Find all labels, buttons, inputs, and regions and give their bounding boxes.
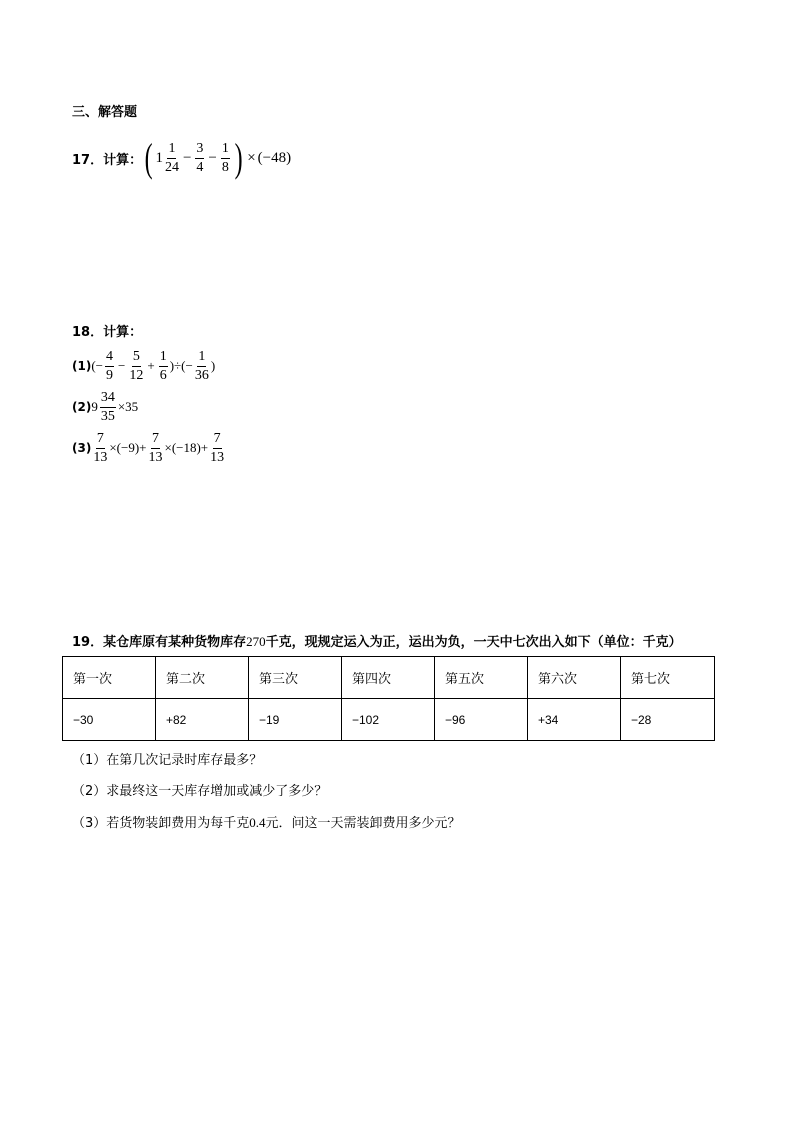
table-header-row bbox=[63, 657, 715, 699]
question-prompt: 计算： bbox=[103, 152, 143, 168]
part-label: (3) bbox=[72, 441, 92, 455]
question-17 bbox=[72, 136, 291, 180]
question-19: 19．某仓库原有某种货物库存270千克，现规定运入为正，运出为负，一天中七次出入如下（单位：千克） bbox=[72, 634, 682, 650]
table-cell: +82 bbox=[156, 699, 249, 741]
question-18 bbox=[72, 321, 142, 340]
part-label: (2) bbox=[72, 400, 92, 414]
expression: (− $\frac{4}{9}$ − $\frac{5}{12}$ + $\frac{1}{6}$ )÷(− $\frac{1}{36}$ ) bbox=[91, 348, 216, 383]
table-cell: 第三次 bbox=[249, 657, 342, 699]
fraction: $\frac{1}{24}$ bbox=[164, 140, 179, 175]
stock-value: 270 bbox=[246, 634, 266, 649]
table-cell: +34 bbox=[528, 699, 621, 741]
table-cell: −30 bbox=[63, 699, 156, 741]
q18-part-3 bbox=[72, 430, 226, 466]
expression: $\frac{7}{13}$ ×(−9)+ $\frac{7}{13}$ ×(−18)+ $\frac{7}{13}$ bbox=[93, 430, 225, 465]
question-number: 17． bbox=[72, 152, 104, 168]
q18-part-1 bbox=[72, 348, 215, 384]
table-cell: −102 bbox=[342, 699, 435, 741]
table-cell: −19 bbox=[249, 699, 342, 741]
q19-sub-3: （3）若货物装卸费用为每千克0.4元．问这一天需装卸费用多少元？ bbox=[72, 815, 461, 831]
question-prompt: 计算： bbox=[103, 325, 143, 340]
table-cell: −28 bbox=[621, 699, 715, 741]
table-cell: 第七次 bbox=[621, 657, 715, 699]
mixed-whole: 1 bbox=[155, 149, 163, 166]
question-number: 18． bbox=[72, 325, 104, 340]
fraction: $\frac{3}{4}$ bbox=[196, 140, 204, 175]
expression: 9 $\frac{34}{35}$ ×35 bbox=[91, 389, 139, 424]
part-label: (1) bbox=[72, 359, 92, 373]
q19-sub-1: （1）在第几次记录时库存最多？ bbox=[72, 753, 263, 768]
table-cell: 第四次 bbox=[342, 657, 435, 699]
table-cell: 第五次 bbox=[435, 657, 528, 699]
expression: ( 1 $\frac{1}{24}$ − $\frac{3}{4}$ − $\frac{1}{8}$ ) × ( −48 ) bbox=[144, 135, 292, 180]
table-row bbox=[63, 699, 715, 741]
inventory-table bbox=[62, 656, 715, 741]
table-cell: 第一次 bbox=[63, 657, 156, 699]
q19-sub-2: （2）求最终这一天库存增加或减少了多少？ bbox=[72, 784, 328, 799]
table-cell: −96 bbox=[435, 699, 528, 741]
left-paren: ( bbox=[144, 135, 153, 180]
q18-part-2 bbox=[72, 389, 138, 425]
table-cell: 第六次 bbox=[528, 657, 621, 699]
right-paren: ) bbox=[234, 135, 243, 180]
section-title: 三、解答题 bbox=[72, 105, 138, 120]
question-number: 19． bbox=[72, 635, 104, 650]
table-cell: 第二次 bbox=[156, 657, 249, 699]
rate-value: 0.4 bbox=[249, 815, 266, 830]
fraction: $\frac{1}{8}$ bbox=[221, 140, 229, 175]
